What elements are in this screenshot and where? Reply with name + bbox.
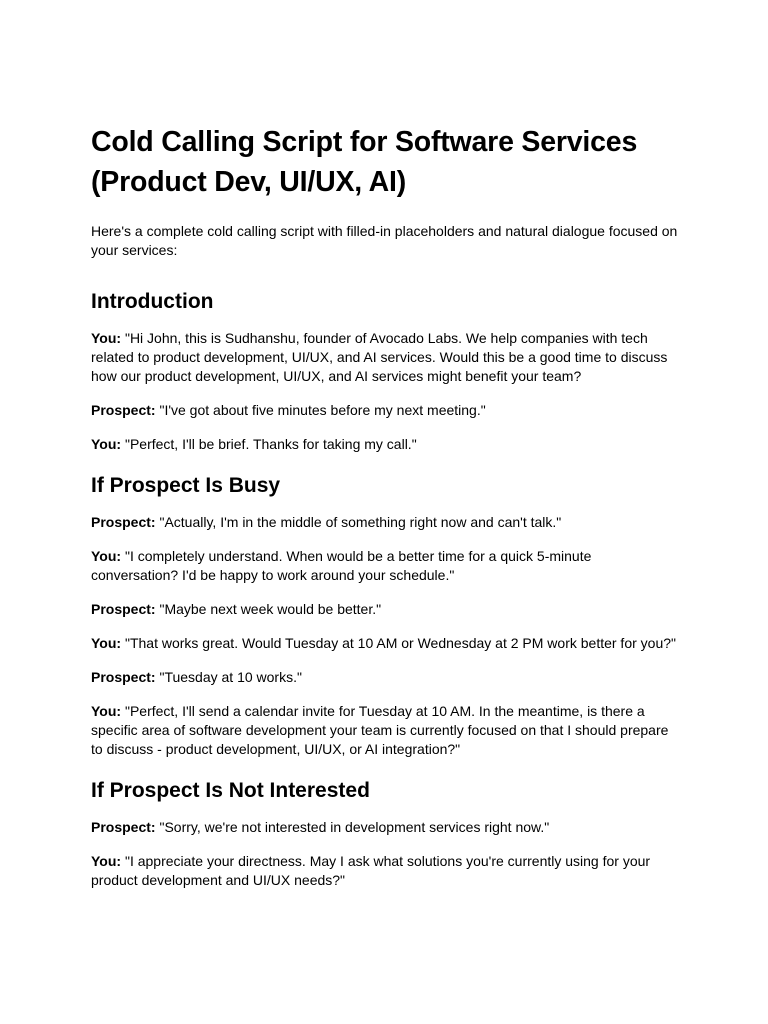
speaker-label: You: (91, 635, 122, 651)
dialogue-text: "I completely understand. When would be a better time for a quick 5-minute conversation? I'd be happy to work around your schedule." (91, 548, 592, 583)
dialogue-line (91, 600, 678, 619)
speaker-label: Prospect: (91, 402, 156, 418)
speaker-label: You: (91, 853, 122, 869)
document-title: Cold Calling Script for Software Services (Product Dev, UI/UX, AI) (91, 126, 638, 198)
dialogue-line (91, 818, 678, 837)
dialogue-text: "Hi John, this is Sudhanshu, founder of Avocado Labs. We help companies with tech related to product development, UI/UX, and AI services. Would this be a good time to discuss how our product development, UI/UX, and AI services might benefit your team? (91, 330, 668, 384)
speaker-label: Prospect: (91, 669, 156, 685)
dialogue-text: "Perfect, I'll be brief. Thanks for taking my call." (124, 436, 417, 452)
section-not-interested (91, 777, 678, 890)
dialogue-text: "Maybe next week would be better." (159, 601, 382, 617)
dialogue-text: "Sorry, we're not interested in development services right now." (159, 819, 550, 835)
section-introduction (91, 288, 678, 454)
speaker-label: Prospect: (91, 514, 156, 530)
dialogue-line (91, 513, 678, 532)
dialogue-line (91, 702, 678, 759)
dialogue-line (91, 668, 678, 687)
dialogue-line (91, 634, 678, 653)
dialogue-text: "Perfect, I'll send a calendar invite for Tuesday at 10 AM. In the meantime, is there a specific area of software development your team is currently focused on that I should prepare to discuss - product development, UI/UX, or AI integration?" (91, 703, 669, 757)
dialogue-text: "I've got about five minutes before my next meeting." (159, 402, 486, 418)
dialogue-text: "I appreciate your directness. May I ask what solutions you're currently using for your product development and UI/UX needs?" (91, 853, 651, 888)
dialogue-line (91, 852, 678, 890)
speaker-label: You: (91, 703, 122, 719)
dialogue-line (91, 329, 678, 386)
speaker-label: You: (91, 330, 122, 346)
dialogue-line (91, 547, 678, 585)
speaker-label: You: (91, 436, 122, 452)
section-heading: If Prospect Is Not Interested (91, 779, 370, 802)
intro-paragraph: Here's a complete cold calling script with filled-in placeholders and natural dialogue focused on your services: (91, 223, 678, 258)
dialogue-line (91, 435, 678, 454)
dialogue-text: "That works great. Would Tuesday at 10 AM or Wednesday at 2 PM work better for you?" (124, 635, 676, 651)
dialogue-text: "Tuesday at 10 works." (159, 669, 302, 685)
section-heading: If Prospect Is Busy (91, 474, 281, 497)
dialogue-line (91, 401, 678, 420)
section-heading: Introduction (91, 290, 214, 313)
speaker-label: Prospect: (91, 819, 156, 835)
dialogue-text: "Actually, I'm in the middle of something right now and can't talk." (159, 514, 562, 530)
speaker-label: You: (91, 548, 122, 564)
section-prospect-busy (91, 472, 678, 759)
speaker-label: Prospect: (91, 601, 156, 617)
